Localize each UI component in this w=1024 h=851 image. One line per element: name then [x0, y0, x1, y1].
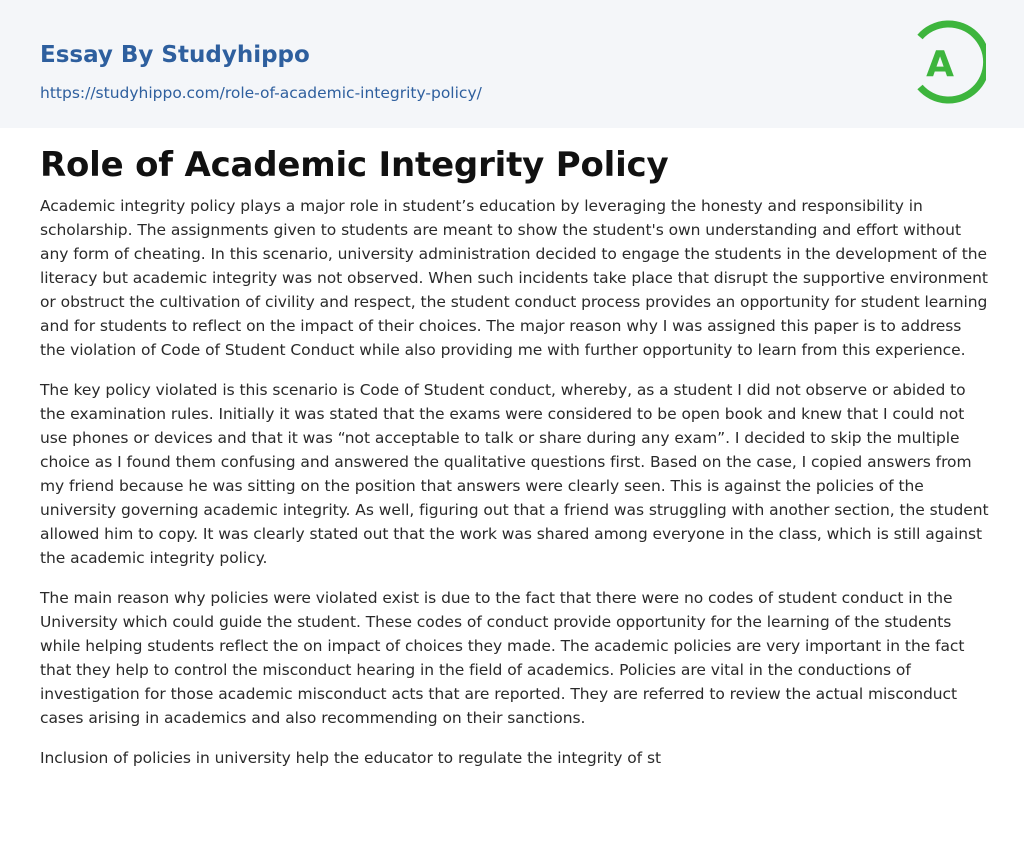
brand-title[interactable]: Essay By Studyhippo	[40, 42, 310, 68]
essay-url-link[interactable]: https://studyhippo.com/role-of-academic-integrity-policy/	[40, 84, 482, 102]
logo-letter: A	[926, 44, 954, 85]
paragraph-4-truncated: Inclusion of policies in university help the educator to regulate the integrity of st	[40, 749, 661, 767]
paragraph-3: The main reason why policies were violated exist is due to the fact that there were no codes of student conduct in the University which could guide the student. These codes of conduct provide opportunity for the learning of the students while helping students reflect the on impact of choices they made. The academic policies are very important in the fact that they help to control the misconduct hearing in the field of academics. Policies are vital in the conductions of investigation for those academic misconduct acts that are reported. They are referred to review the actual misconduct cases arising in academics and also recommending on their sanctions.	[40, 589, 965, 727]
paragraph-1: Academic integrity policy plays a major role in student’s education by leveraging the honesty and responsibility in scholarship. The assignments given to students are meant to show the student's own understanding and effort without any form of cheating. In this scenario, university administration decided to engage the students in the development of the literacy but academic integrity was not observed. When such incidents take place that disrupt the supportive environment or obstruct the cultivation of civility and respect, the student conduct process provides an opportunity for student learning and for students to reflect on the impact of their choices. The major reason why I was assigned this paper is to address the violation of Code of Student Conduct while also providing me with further opportunity to learn from this experience.	[40, 197, 988, 359]
page-title: Role of Academic Integrity Policy	[40, 145, 669, 185]
studyhippo-logo[interactable]	[912, 19, 986, 105]
logo-ring-icon	[912, 19, 986, 105]
essay-body	[40, 194, 990, 786]
paragraph-2: The key policy violated is this scenario is Code of Student conduct, whereby, as a student I did not observe or abided to the examination rules. Initially it was stated that the exams were considered to be open book and knew that I could not use phones or devices and that it was “not acceptable to talk or share during any exam”. I decided to skip the multiple choice as I found them confusing and answered the qualitative questions first. Based on the case, I copied answers from my friend because he was sitting on the position that answers were clearly seen. This is against the policies of the university governing academic integrity. As well, figuring out that a friend was struggling with another section, the student allowed him to copy. It was clearly stated out that the work was shared among everyone in the class, which is still against the academic integrity policy.	[40, 381, 989, 567]
site-header	[0, 0, 1024, 128]
